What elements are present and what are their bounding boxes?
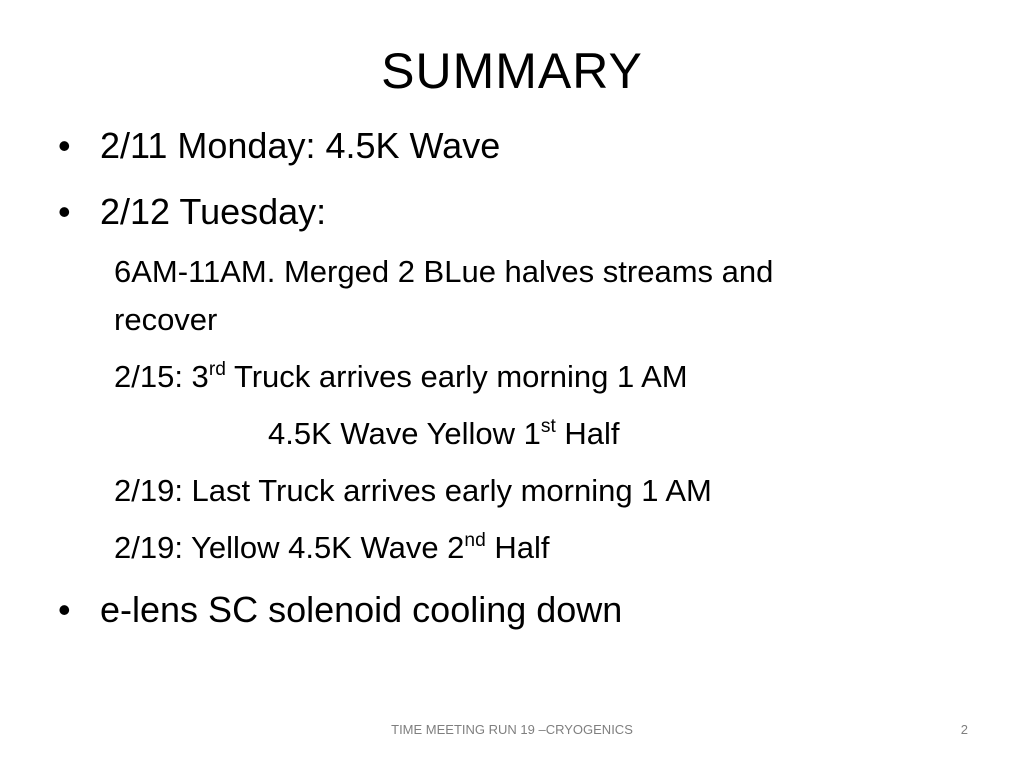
- bullet-text: e-lens SC solenoid cooling down: [100, 589, 623, 630]
- sub-text-post: Half: [485, 530, 550, 565]
- bullet-icon: •: [58, 125, 71, 166]
- page-number: 2: [960, 722, 968, 737]
- bullet-text: 2/11 Monday: 4.5K Wave: [100, 125, 501, 166]
- bullet-item-tuesday: [58, 190, 327, 234]
- bullet-item-elens: [58, 588, 623, 632]
- sub-text-pre: 2/19: Yellow 4.5K Wave 2: [114, 530, 465, 565]
- sub-item-yellow-second-half: [114, 524, 550, 572]
- bullet-text: 2/12 Tuesday:: [100, 191, 327, 232]
- bullet-icon: •: [58, 191, 71, 232]
- ordinal-suffix: nd: [464, 530, 486, 552]
- sub-item-third-truck: [114, 353, 688, 401]
- bullet-item-monday: [58, 124, 501, 168]
- ordinal-suffix: st: [540, 416, 556, 438]
- sub-item-merged-line1: 6AM-11AM. Merged 2 BLue halves streams and: [114, 254, 774, 289]
- sub-text-pre: 4.5K Wave Yellow 1: [268, 416, 541, 451]
- ordinal-suffix: rd: [208, 359, 226, 381]
- sub-text-post: Half: [555, 416, 620, 451]
- sub-item-merged-line2: recover: [114, 302, 218, 337]
- bullet-icon: •: [58, 589, 71, 630]
- slide-footer: TIME MEETING RUN 19 –CRYOGENICS: [391, 722, 633, 737]
- sub-item-yellow-first-half: [268, 410, 620, 458]
- sub-item-last-truck: 2/19: Last Truck arrives early morning 1 AM: [114, 473, 712, 508]
- slide-title: SUMMARY: [381, 43, 643, 99]
- sub-text-pre: 2/15: 3: [114, 359, 209, 394]
- sub-text-post: Truck arrives early morning 1 AM: [225, 359, 688, 394]
